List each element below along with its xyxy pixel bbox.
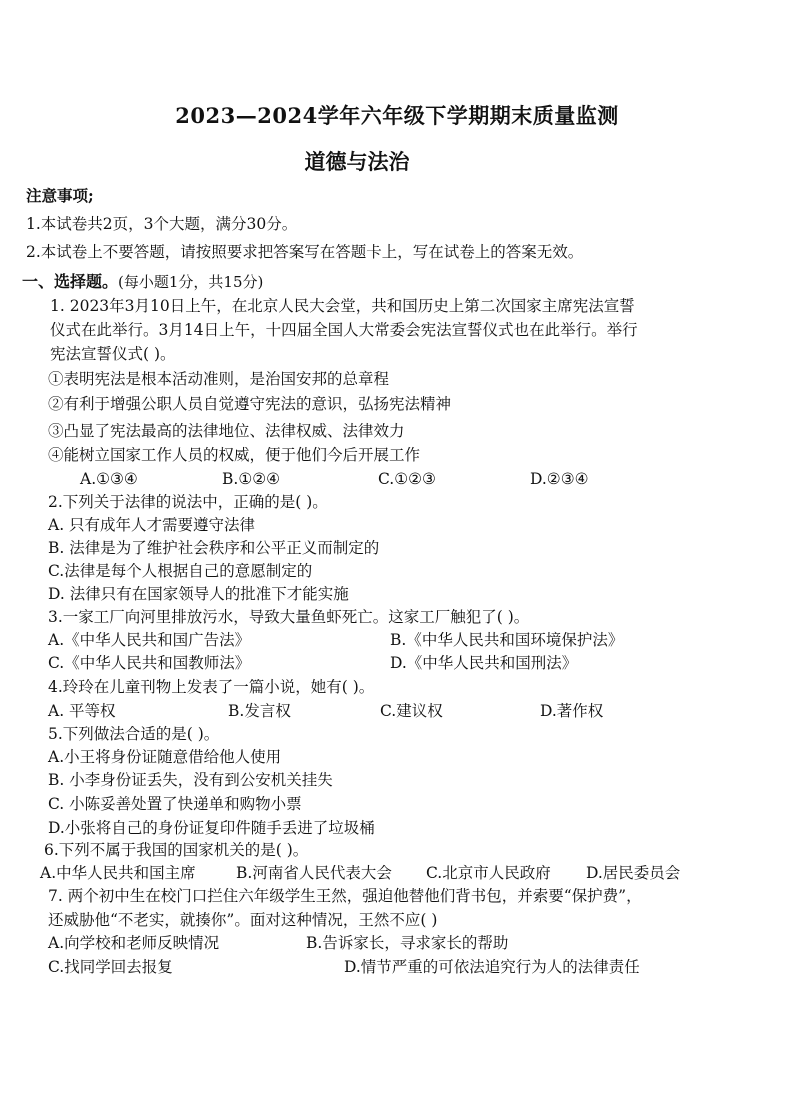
q5-stem: 5.下列做法合适的是( )。 [48, 725, 220, 743]
q6-stem: 6.下列不属于我国的国家机关的是( )。 [44, 841, 309, 859]
notice-heading: 注意事项; [26, 186, 94, 205]
q3-option-d: D.《中华人民共和国刑法》 [390, 654, 578, 672]
q4-option-b: B.发言权 [228, 702, 291, 720]
q1-line-2: 仪式在此举行。3月14日上午，十四届全国人大常委会宪法宣誓仪式也在此举行。举行 [50, 321, 638, 339]
q3-stem: 3.一家工厂向河里排放污水，导致大量鱼虾死亡。这家工厂触犯了( )。 [48, 608, 530, 626]
q2-option-c: C.法律是每个人根据自己的意愿制定的 [48, 562, 313, 580]
q2-stem: 2.下列关于法律的说法中，正确的是( )。 [48, 493, 328, 511]
q2-option-d: D. 法律只有在国家领导人的批准下才能实施 [48, 585, 349, 603]
q5-option-a: A.小王将身份证随意借给他人使用 [48, 748, 282, 766]
q3-option-a: A.《中华人民共和国广告法》 [48, 631, 251, 649]
q7-line-2: 还威胁他“不老实，就揍你”。面对这种情况，王然不应( ) [48, 911, 438, 929]
q7-line-1: 7. 两个初中生在校门口拦住六年级学生王然，强迫他替他们背书包，并索要“保护费”， [48, 887, 642, 905]
q1-statement-1: ①表明宪法是根本活动准则，是治国安邦的总章程 [48, 370, 390, 388]
section-1-title: 一、选择题。 [22, 272, 119, 291]
section-1-heading [22, 272, 263, 292]
q1-statement-3: ③凸显了宪法最高的法律地位、法律权威、法律效力 [48, 422, 405, 440]
q5-option-c: C. 小陈妥善处置了快递单和购物小票 [48, 795, 302, 813]
q6-option-a: A.中华人民共和国主席 [40, 864, 196, 882]
q3-option-b: B.《中华人民共和国环境保护法》 [390, 631, 624, 649]
q2-option-a: A. 只有成年人才需要遵守法律 [48, 516, 256, 534]
q7-option-b: B.告诉家长，寻求家长的帮助 [306, 934, 509, 952]
q5-option-b: B. 小李身份证丢失，没有到公安机关挂失 [48, 771, 333, 789]
q1-option-c: C.①②③ [378, 470, 436, 488]
q4-stem: 4.玲玲在儿童刊物上发表了一篇小说，她有( )。 [48, 678, 375, 696]
q4-option-c: C.建议权 [380, 702, 443, 720]
exam-subject: 道德与法治 [304, 149, 410, 174]
q4-option-a: A. 平等权 [48, 702, 116, 720]
q4-option-d: D.著作权 [540, 702, 604, 720]
q7-option-d: D.情节严重的可依法追究行为人的法律责任 [344, 958, 640, 976]
q1-line-1: 1. 2023年3月10日上午，在北京人民大会堂，共和国历史上第二次国家主席宪法宣誓 [50, 297, 635, 315]
q6-option-b: B.河南省人民代表大会 [236, 864, 392, 882]
notice-item-1: 1.本试卷共2页，3个大题，满分30分。 [26, 215, 298, 233]
q6-option-c: C.北京市人民政府 [426, 864, 551, 882]
q2-option-b: B. 法律是为了维护社会秩序和公平正义而制定的 [48, 539, 380, 557]
q6-option-d: D.居民委员会 [586, 864, 681, 882]
notice-item-2: 2.本试卷上不要答题，请按照要求把答案写在答题卡上，写在试卷上的答案无效。 [26, 243, 584, 261]
exam-title: 2023—2024学年六年级下学期期末质量监测 [175, 103, 619, 128]
q7-option-a: A.向学校和老师反映情况 [48, 934, 220, 952]
q1-option-d: D.②③④ [530, 470, 589, 488]
q1-statement-4: ④能树立国家工作人员的权威，便于他们今后开展工作 [48, 446, 421, 464]
q3-option-c: C.《中华人民共和国教师法》 [48, 654, 251, 672]
q5-option-d: D.小张将自己的身份证复印件随手丢进了垃圾桶 [48, 819, 375, 837]
q1-option-a: A.①③④ [80, 470, 138, 488]
q1-line-3: 宪法宣誓仪式( )。 [50, 345, 176, 363]
q1-statement-2: ②有利于增强公职人员自觉遵守宪法的意识，弘扬宪法精神 [48, 395, 452, 413]
q7-option-c: C.找同学回去报复 [48, 958, 173, 976]
section-1-note: (每小题1分，共15分) [118, 273, 264, 291]
q1-option-b: B.①②④ [222, 470, 281, 488]
